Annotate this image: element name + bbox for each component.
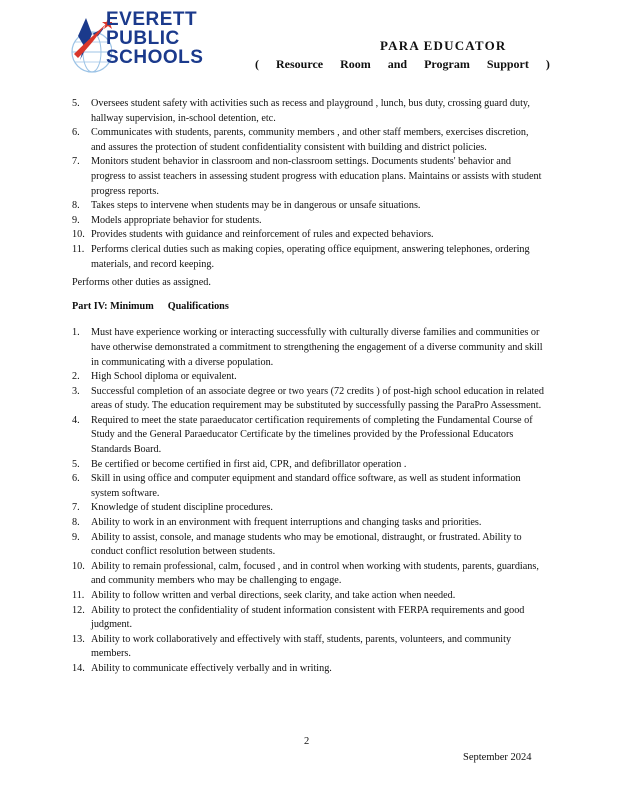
item-text: Ability to protect the confidentiality of student information consistent with FERPA requirements and good judgment. [91, 604, 525, 631]
item-number: 1. [72, 327, 80, 339]
item-text: Takes steps to intervene when students may be in dangerous or unsafe situations. [91, 200, 421, 212]
list-item [72, 531, 544, 560]
logo-wordmark [106, 10, 203, 67]
list-item [72, 155, 544, 199]
item-number: 10. [72, 560, 85, 572]
logo-line-3: SCHOOLS [106, 47, 204, 68]
item-text: Models appropriate behavior for students. [91, 214, 262, 226]
item-number: 9. [72, 531, 80, 543]
list-item [72, 662, 544, 677]
item-number: 2. [72, 371, 80, 383]
item-text: Successful completion of an associate degree or two years (72 credits ) of post-high school education in related areas of study. The education requirement may be substituted by successfully passing the ParaPro Assessment. [91, 385, 544, 412]
list-item [72, 414, 544, 458]
item-number: 14. [72, 662, 85, 674]
section-part: Part IV: Minimum [72, 300, 154, 312]
list-item [72, 501, 544, 516]
list-item [72, 516, 544, 531]
document-body [72, 97, 544, 677]
item-number: 8. [72, 200, 80, 212]
item-text: Knowledge of student discipline procedures. [91, 502, 273, 514]
item-text: Monitors student behavior in classroom and non-classroom settings. Documents students' behavior and progress to assist teachers in assessing student progress with education plans. Maintains or assists with student progress reports. [91, 156, 542, 197]
item-text: Provides students with guidance and reinforcement of rules and expected behaviors. [91, 229, 434, 241]
item-number: 13. [72, 633, 85, 645]
item-number: 11. [72, 243, 85, 255]
list-item [72, 589, 544, 604]
item-text: Ability to work in an environment with frequent interruptions and changing tasks and priorities. [91, 517, 482, 529]
district-logo [68, 10, 238, 82]
item-text: High School diploma or equivalent. [91, 371, 237, 383]
item-text: Performs clerical duties such as making copies, operating office equipment, answering telephones, ordering materials, and record keeping. [91, 243, 530, 270]
document-title: PARA EDUCATOR [380, 38, 507, 53]
item-number: 11. [72, 590, 85, 601]
item-number: 7. [72, 156, 80, 168]
item-text: Ability to communicate effectively verbally and in writing. [91, 662, 332, 674]
item-text: Required to meet the state paraeducator certification requirements of completing the Fundamental Course of Study and the General Paraeducator Certificate by the timelines provided by the Professional Educators Standards Board. [91, 414, 533, 456]
list-item [72, 385, 544, 414]
qualifications-list [72, 326, 544, 676]
list-item [72, 126, 544, 155]
item-text: Oversees student safety with activities such as recess and playground , lunch, bus duty, crossing guard duty, hallway supervision, in-school detention, etc. [91, 98, 530, 124]
item-text: Skill in using office and computer equipment and standard office software, as well as student information system software. [91, 473, 521, 499]
list-item [72, 243, 544, 272]
item-number: 12. [72, 604, 85, 616]
item-number: 3. [72, 385, 80, 397]
list-item [72, 199, 544, 214]
item-number: 7. [72, 502, 80, 514]
item-number: 5. [72, 98, 80, 109]
list-item [72, 326, 544, 370]
section-heading [72, 300, 544, 315]
document-subtitle: ( Resource Room and Program Support ) [255, 57, 550, 71]
item-number: 6. [72, 127, 80, 139]
item-number: 10. [72, 229, 85, 241]
logo-line-1: EVERETT [106, 9, 198, 30]
item-number: 5. [72, 458, 80, 470]
item-number: 4. [72, 414, 80, 426]
item-number: 6. [72, 473, 80, 485]
item-number: 9. [72, 214, 80, 226]
item-text: Communicates with students, parents, community members , and other staff members, exercises discretion, and assures the protection of student confidentiality consistent with building and district policies. [91, 127, 529, 153]
item-text: Ability to assist, console, and manage students who may be emotional, distraught, or frustrated. Ability to conduct conflict resolution between students. [91, 531, 522, 558]
item-text: Ability to follow written and verbal directions, seek clarity, and take action when needed. [91, 590, 456, 601]
list-item [72, 472, 544, 501]
list-item [72, 458, 544, 473]
item-number: 8. [72, 517, 80, 529]
item-text: Ability to remain professional, calm, focused , and in control when working with students, parents, guardians, and community members who may be challenging to engage. [91, 560, 539, 587]
list-item [72, 97, 544, 126]
section-label: Qualifications [167, 300, 229, 312]
item-text: Must have experience working or interacting successfully with culturally diverse families and communities or have otherwise demonstrated a commitment to strengthening the engagement of a diverse community and skill in communicating with a diverse population. [91, 327, 543, 368]
item-text: Be certified or become certified in first aid, CPR, and defibrillator operation . [91, 458, 407, 470]
logo-line-2: PUBLIC [106, 28, 180, 49]
page-number: 2 [304, 736, 310, 747]
other-duties-text: Performs other duties as assigned. [72, 277, 211, 289]
list-item [72, 370, 544, 385]
footer-date: September 2024 [463, 752, 532, 763]
list-item [72, 214, 544, 229]
list-item [72, 560, 544, 589]
duties-list [72, 97, 544, 272]
list-item [72, 604, 544, 633]
list-item [72, 228, 544, 243]
item-text: Ability to work collaboratively and effectively with staff, students, parents, volunteers, and community members. [91, 633, 512, 660]
list-item [72, 633, 544, 662]
